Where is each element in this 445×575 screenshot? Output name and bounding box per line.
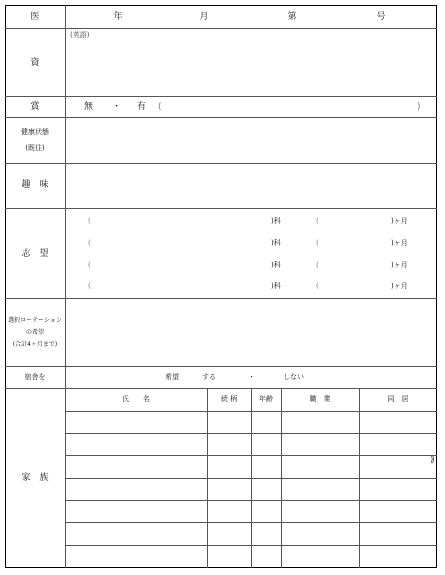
sho-close-paren: )	[417, 102, 421, 112]
family-col-cohabit: 同 居	[387, 395, 409, 403]
sho-label: 賞	[30, 102, 40, 112]
shibo-open: (	[88, 217, 91, 225]
shibo-open: (	[88, 261, 91, 269]
shibo-months: )ヶ月	[391, 217, 408, 225]
shibo-months: )ヶ月	[391, 261, 408, 269]
row-divider	[5, 388, 437, 389]
kazoku-label: 家 族	[21, 473, 49, 483]
shibo-paren: (	[316, 217, 319, 225]
shibo-ka: )科	[271, 261, 281, 269]
kenko-label: 健康状態	[21, 128, 49, 136]
sho-yes[interactable]: 有	[137, 102, 147, 112]
shumi-label: 趣 味	[21, 180, 49, 190]
kenko-sublabel: (既往)	[25, 144, 45, 152]
shukusha-shinai-option[interactable]: しない	[283, 373, 304, 381]
header-number-prefix: 第	[287, 12, 297, 22]
sho-none[interactable]: 無	[84, 102, 94, 112]
shibo-ka: )科	[271, 239, 281, 247]
shibo-paren: (	[316, 261, 319, 269]
sho-dot: ・	[112, 102, 122, 112]
header-year: 年	[113, 12, 123, 22]
shikaku-label: 資	[30, 58, 40, 68]
shukusha-suru-option[interactable]: する	[202, 373, 216, 381]
row-divider	[5, 208, 437, 209]
shibo-open: (	[88, 239, 91, 247]
rotation-label: 選択ローテーション	[8, 317, 62, 324]
shibo-ka: )科	[271, 217, 281, 225]
shibo-months: )ヶ月	[391, 282, 408, 290]
family-col-age: 年齢	[259, 395, 273, 403]
rotation-label-3: (合計4ヶ月まで)	[12, 341, 58, 348]
rotation-label-2: の希望	[25, 329, 45, 336]
kenko-field[interactable]	[66, 118, 436, 162]
shibo-label: 志 望	[21, 249, 49, 259]
shukusha-label: 宿舎を	[24, 373, 46, 381]
sho-open-paren: (	[158, 102, 162, 112]
rotation-field[interactable]	[66, 299, 436, 365]
shibo-months: )ヶ月	[391, 239, 408, 247]
family-table-body[interactable]	[66, 412, 436, 567]
family-col-relation: 続 柄	[220, 395, 238, 403]
row-divider	[5, 366, 437, 367]
shibo-open: (	[88, 282, 91, 290]
shumi-field[interactable]	[66, 164, 436, 207]
family-col-job: 職 業	[309, 395, 331, 403]
shukusha-kibo: 希望	[165, 373, 179, 381]
header-label: 医	[30, 12, 40, 22]
header-number-suffix: 号	[376, 12, 386, 22]
row-divider	[5, 96, 437, 97]
shibo-paren: (	[316, 239, 319, 247]
header-month: 月	[199, 12, 209, 22]
shukusha-dot: ・	[248, 373, 255, 381]
shibo-paren: (	[316, 282, 319, 290]
shikaku-note: (英語)	[70, 31, 90, 39]
page-edge-marker-icon: ⟫	[430, 455, 436, 465]
family-col-name: 氏 名	[122, 395, 150, 403]
shikaku-field[interactable]	[66, 29, 436, 95]
shibo-ka: )科	[271, 282, 281, 290]
